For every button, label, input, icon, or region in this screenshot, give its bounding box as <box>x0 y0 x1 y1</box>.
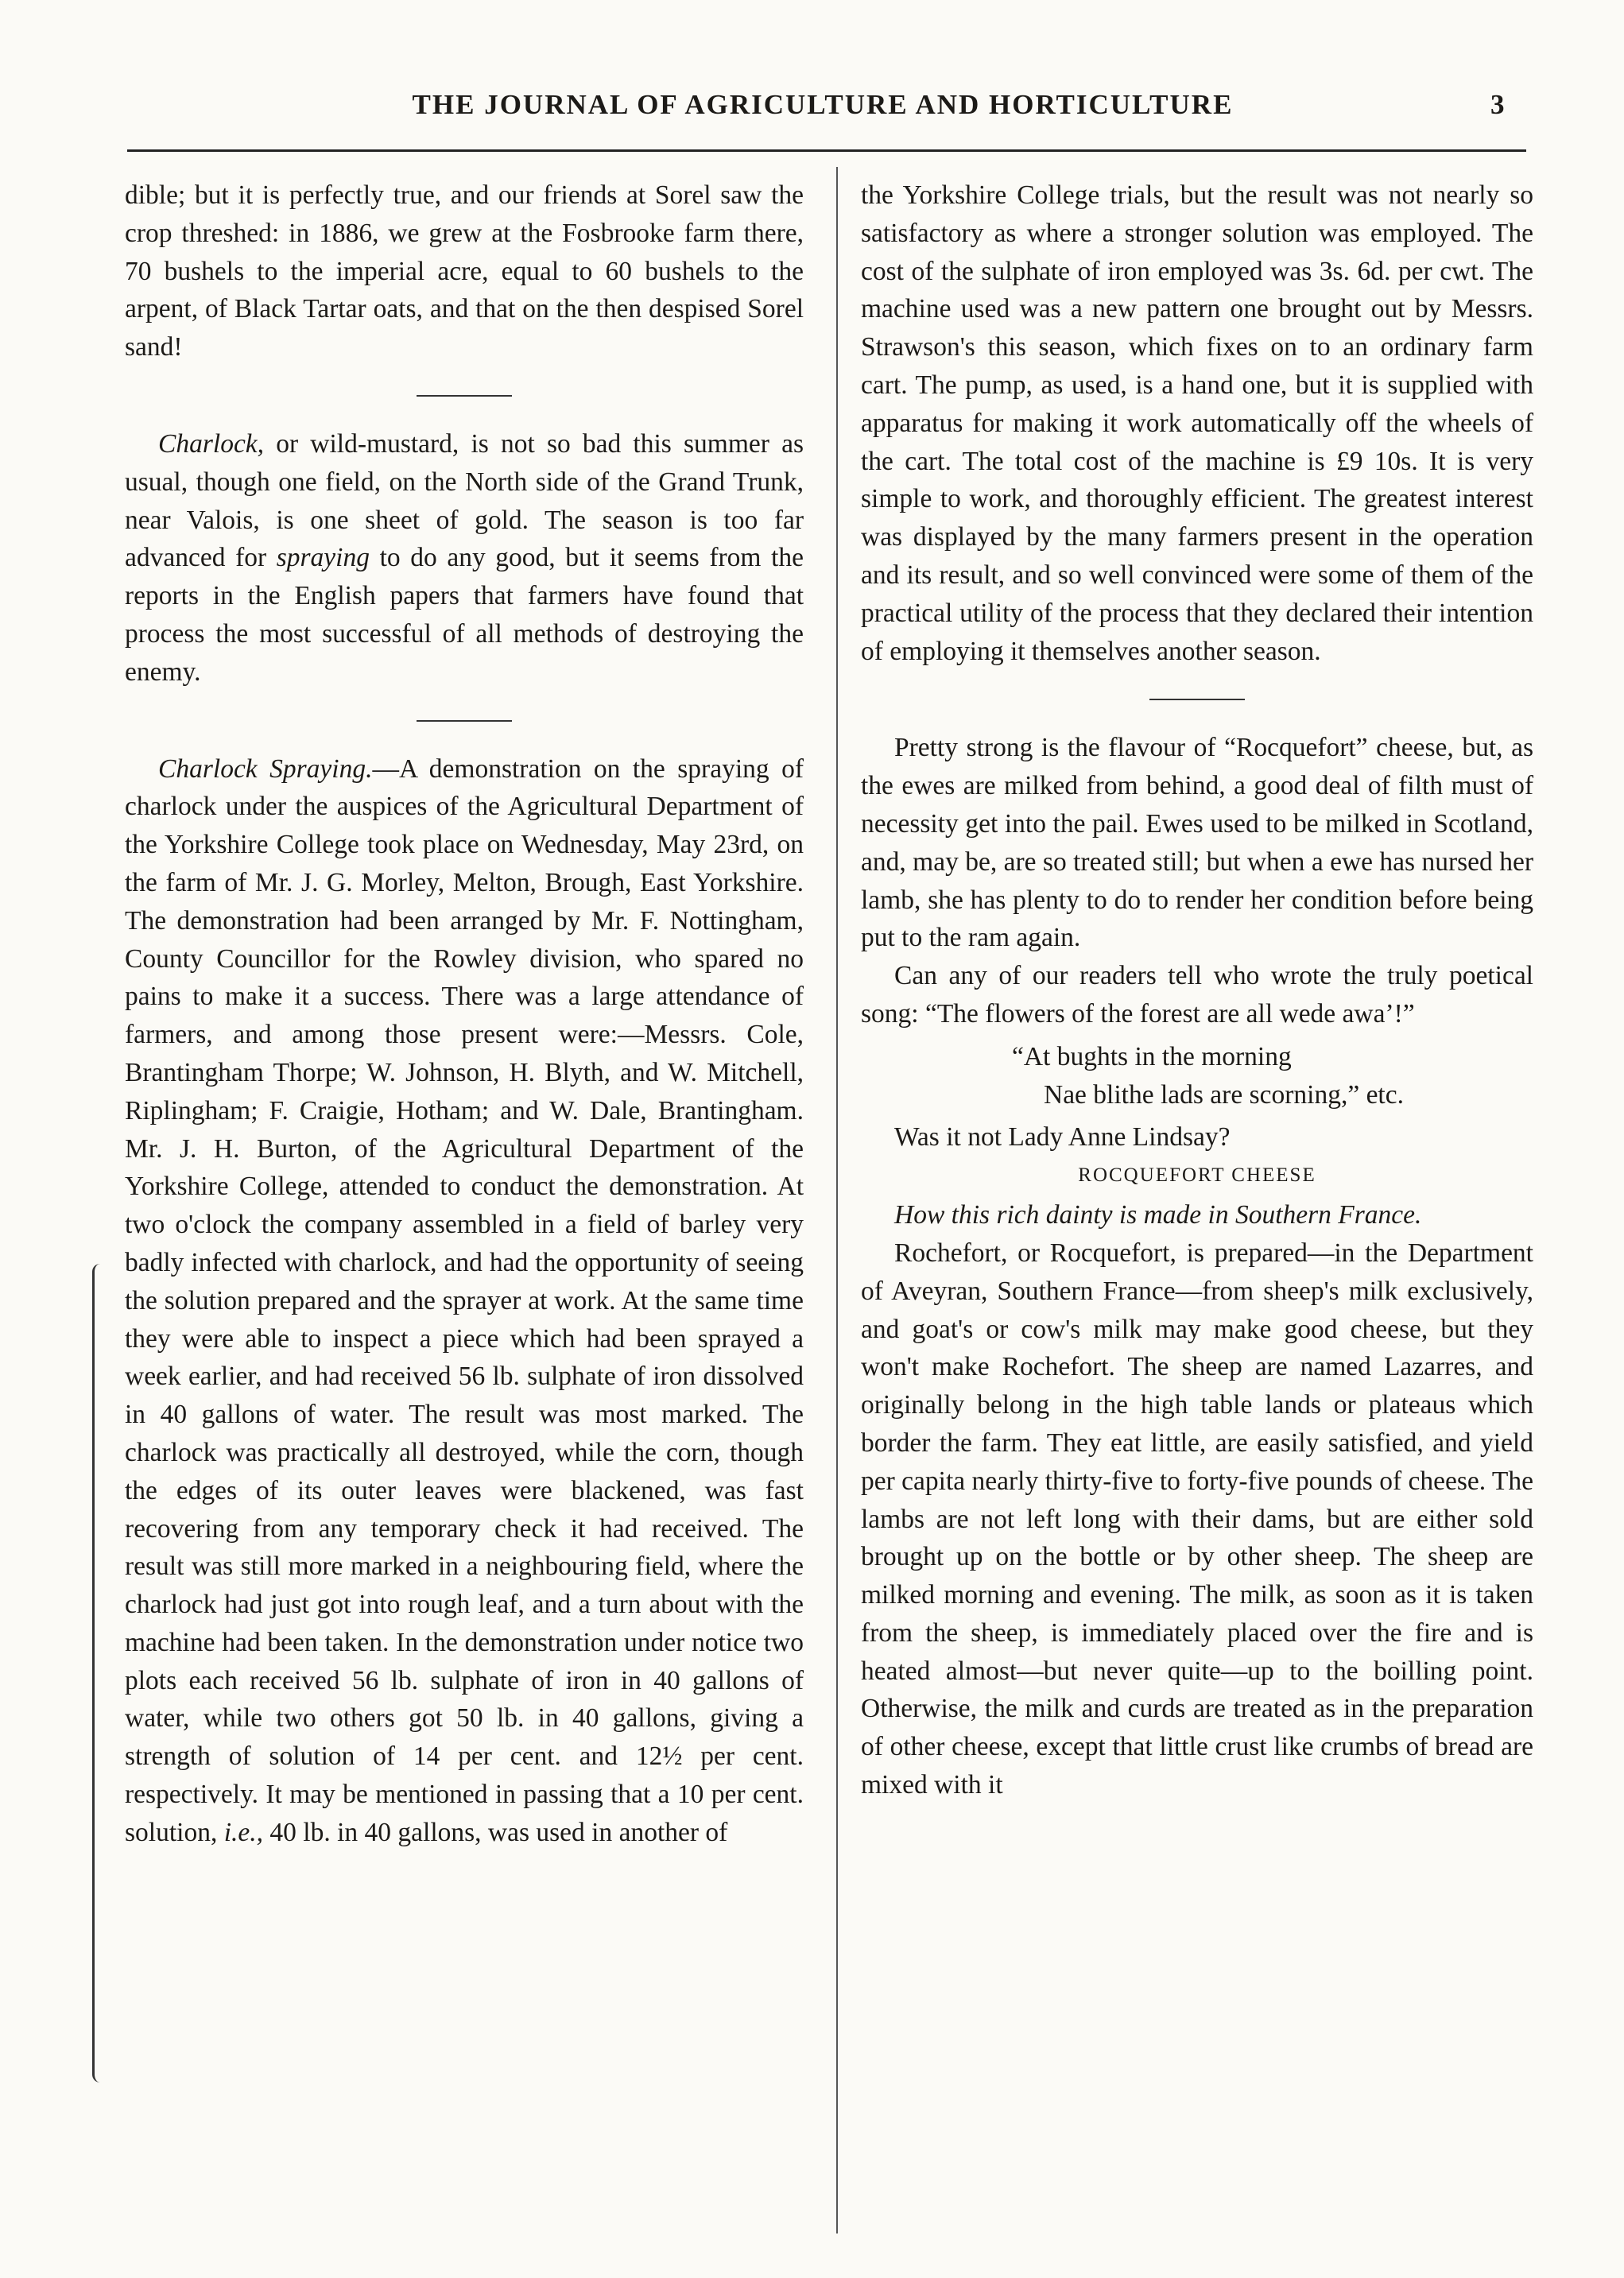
paragraph-charlock-spraying <box>125 750 804 1852</box>
paragraph-rocquefort-flavour: Pretty strong is the flavour of “Rocquefort” cheese, but, as the ewes are milked from behind, a good deal of filth must of necessity get into the pail. Ewes used to be milked in Scotland, and, may be, are so treated still; but when a ewe has nursed her lamb, she has plenty to do to render her condition before being put to the ram again. <box>861 733 1533 953</box>
charlock-spraying-text: —A demonstration on the spraying of charlock under the auspices of the Agricultural Department of the Yorkshire College took place on Wednesday, May 23rd, on the farm of Mr. J. G. Morley, Melton, Brough, East Yorkshire. The demonstration had been arranged by Mr. F. Nottingham, County Councillor for the Rowley division, who spared no pains to make it a success. There was a large attendance of farmers, and among those present were:—Messrs. Cole, Brantingham Thorpe; W. Johnson, H. Blyth, and W. Mitchell, Riplingham; F. Craigie, Hotham; and W. Dale, Brantingham. Mr. J. H. Burton, of the Agricultural Department of the Yorkshire College, attended to conduct the demonstration. At two o'clock the company assembled in a field of barley very badly infected with charlock, and had the opportunity of seeing the solution prepared and the sprayer at work. At the same time they were able to inspect a piece which had been sprayed a week earlier, and had received 56 lb. sulphate of iron dissolved in 40 gallons of water. The result was most marked. The charlock was practically all destroyed, while the corn, though the edges of its outer leaves were blackened, was fast recovering from any temporary check it had received. The result was still more marked in a neighbouring field, where the charlock had just got into rough leaf, and a turn about with the machine had been taken. In the demonstration under notice two plots each received 56 lb. sulphate of iron in 40 gallons of water, while two others got 50 lb. in 40 gallons, giving a strength of solution of 14 per cent. and 12½ per cent. respectively. It may be mentioned in passing that a 10 per cent. solution, <box>125 754 804 1847</box>
verse-line-2: Nae blithe lads are scorning,” etc. <box>1044 1079 1404 1110</box>
charlock-text-a: or wild-mustard, is not so bad this summer as usual, though one field, on the North side of the Grand Trunk, near Valois, is one sheet of gold. The season is too far advanced for <box>125 428 804 573</box>
right-column <box>861 176 1533 1804</box>
header-rule <box>127 149 1526 152</box>
paragraph-oats: dible; but it is perfectly true, and our friends at Sorel saw the crop threshed: in 1886, we grew at the Fosbrooke farm there, 70 bushels to the imperial acre, equal to 60 bushels to the arpent, of Black Tartar oats, and that on the then despised Sorel sand! <box>125 180 804 362</box>
verse-line-1: “At bughts in the morning <box>1012 1041 1292 1071</box>
section-subtitle-text: How this rich dainty is made in Southern France. <box>894 1200 1422 1230</box>
margin-bracket-mark <box>92 1264 106 2082</box>
section-title: ROCQUEFORT CHEESE <box>1078 1164 1316 1187</box>
paragraph-song-question: Can any of our readers tell who wrote the truly poetical song: “The flowers of the forest are all wede awa’!” <box>861 961 1533 1029</box>
running-head <box>0 89 1624 129</box>
column-divider <box>836 167 838 2233</box>
paragraph-yorkshire-trials: the Yorkshire College trials, but the result was not nearly so satisfactory as where a stronger solution was employed. The cost of the sulphate of iron employed was 3s. 6d. per cwt. The machine used was a new pattern one brought out by Messrs. Strawson's this season, which fixes on to an ordinary farm cart. The pump, as used, is a hand one, but it is supplied with apparatus for making it work automatically off the wheels of the cart. The total cost of the machine is £9 10s. It is very simple to work, and thoroughly efficient. The greatest interest was displayed by the many farmers present in the operation and its result, and so well convinced were some of them of the practical utility of the process that they declared their intention of employing it themselves another season. <box>861 180 1533 666</box>
paragraph-lady-anne: Was it not Lady Anne Lindsay? <box>894 1122 1231 1153</box>
charlock-spraying-title: Charlock Spraying. <box>158 754 373 784</box>
charlock-text-b: to do any good, but it seems from the reports in the English papers that farmers have found that process the most successful of all methods of destroying the enemy. <box>125 543 804 687</box>
journal-title: THE JOURNAL OF AGRICULTURE AND HORTICULTURE <box>412 89 1234 120</box>
ie-italic: i.e., <box>223 1817 264 1847</box>
left-column <box>125 176 804 1852</box>
paragraph-rochefort: Rochefort, or Rocquefort, is prepared—in the Department of Aveyran, Southern France—from sheep's milk exclusively, and goat's or cow's milk may make good cheese, but they won't make Rochefort. The sheep are named Lazarres, and originally belong in the high table lands or plateaus which border the farm. They eat little, are easily satisfied, and yield per capita nearly thirty-five to forty-five pounds of cheese. The lambs are not left long with their dams, but are either sold brought up on the bottle or by other sheep. The sheep are milked morning and evening. The milk, as soon as it is taken from the sheep, is immediately placed over the fire and is heated almost—but never quite—up to the boilling point. Otherwise, the milk and curds are treated as in the preparation of other cheese, except that little crust like crumbs of bread are mixed with it <box>861 1238 1533 1800</box>
paragraph-charlock <box>125 425 804 692</box>
page-number: 3 <box>1490 89 1505 120</box>
charlock-title: Charlock, <box>158 428 265 459</box>
spraying-italic: spraying <box>276 543 370 573</box>
section-subtitle <box>861 1196 1533 1234</box>
charlock-spraying-end: 40 lb. in 40 gallons, was used in another of <box>263 1817 728 1847</box>
